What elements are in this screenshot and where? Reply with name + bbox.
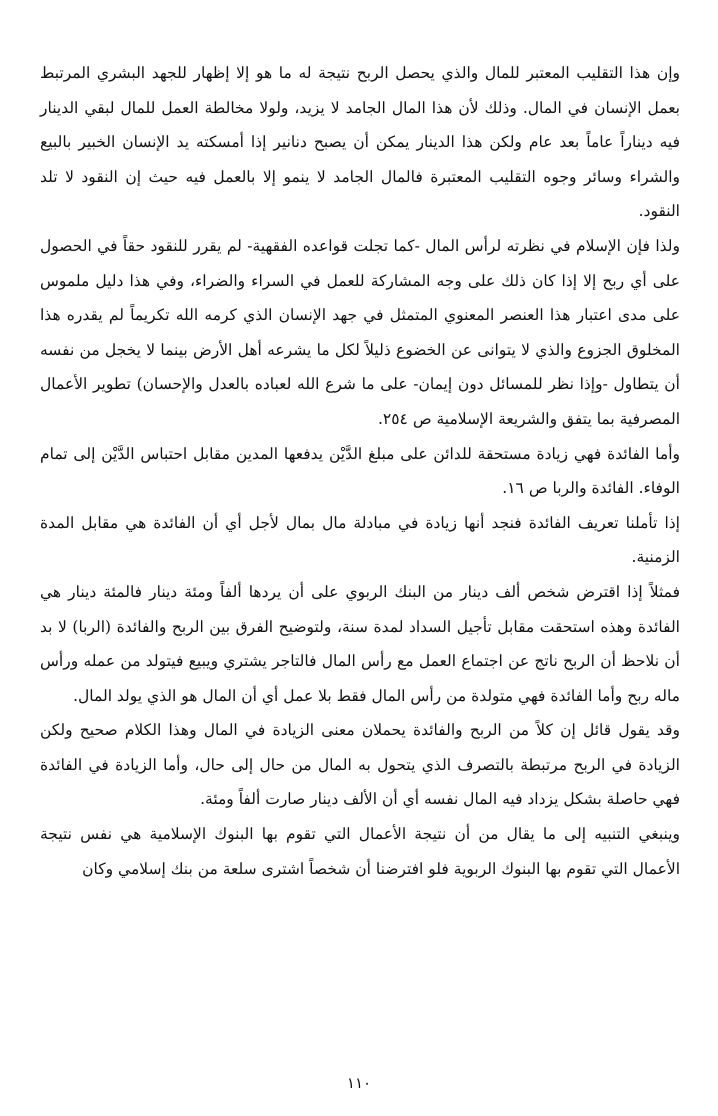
page-number: ١١٠ bbox=[346, 1074, 372, 1092]
paragraph: إذا تأملنا تعريف الفائدة فنجد أنها زيادة في مبادلة مال بمال لأجل أي أن الفائدة هي مقابل المدة الزمنية. bbox=[40, 513, 680, 567]
paragraph: ولذا فإن الإسلام في نظرته لرأس المال -كما تجلت قواعده الفقهية- لم يقرر للنقود حقاً في الحصول على أي ربح إلا إذا كان ذلك على وجه المشاركة للعمل في السراء والضراء، وفي هذا دليل ملموس على مدى اعتبار هذا العنصر المعنوي المتمثل في جهد الإنسان الذي كرمه الله تكريماً لم يقدره هذا المخلوق الجزوع والذي لا يتوانى عن الخضوع ذليلاً لكل ما يشرعه أهل الأرض بينما لا يخجل من نفسه أن يتطاول -وإذا نظر للمسائل دون إيمان- على ما شرع الله لعباده بالعدل والإحسان) تطوير الأعمال المصرفية بما يتفق والشريعة الإسلامية ص ٢٥٤. bbox=[40, 236, 680, 428]
paragraph: فمثلاً إذا اقترض شخص ألف دينار من البنك الربوي على أن يردها ألفاً ومئة دينار فالمئة دينار هي الفائدة وهذه استحقت مقابل تأجيل السداد لمدة سنة، ولتوضيح الفرق بين الربح والفائدة (الربا) لا بد أن نلاحظ أن الربح ناتج عن اجتماع العمل مع رأس المال فالتاجر يشتري ويبيع فيتولد من عمله ورأس ماله ربح وأما الفائدة فهي متولدة من رأس المال فقط بلا عمل أي أن المال هو الذي يولد المال. bbox=[40, 582, 680, 705]
paragraph: وينبغي التنبيه إلى ما يقال من أن نتيجة الأعمال التي تقوم بها البنوك الإسلامية هي نفس نتيجة الأعمال التي تقوم بها البنوك الربوية فلو افترضنا أن شخصاً اشترى سلعة من بنك إسلامي وكان bbox=[40, 825, 680, 878]
paragraph: وقد يقول قائل إن كلاً من الربح والفائدة يحملان معنى الزيادة في المال وهذا الكلام صحيح ولكن الزيادة في الربح مرتبطة بالتصرف الذي يتحول به المال من حال إلى حال، وأما الزيادة في الفائدة فهي حاصلة بشكل يزداد فيه المال نفسه أي أن الألف دينار صارت ألفاً ومئة. bbox=[40, 721, 680, 809]
document-body bbox=[40, 56, 680, 886]
paragraph: وأما الفائدة فهي زيادة مستحقة للدائن على مبلغ الدَّيْن يدفعها المدين مقابل احتباس الدَّيْن إلى تمام الوفاء. الفائدة والربا ص ١٦. bbox=[40, 444, 680, 498]
paragraph: وإن هذا التقليب المعتبر للمال والذي يحصل الربح نتيجة له ما هو إلا إظهار للجهد البشري المرتبط بعمل الإنسان في المال. وذلك لأن هذا المال الجامد لا يزيد، ولولا مخالطة العمل للمال لبقي الدينار فيه ديناراً عاماً بعد عام ولكن هذا الدينار يمكن أن يصبح دنانير إذا أمسكته يد الإنسان الخبير بالبيع والشراء وسائر وجوه التقليب المعتبرة فالمال الجامد لا ينمو إلا بالعمل فيه حيث إن النقود لا تلد النقود. bbox=[40, 64, 680, 221]
